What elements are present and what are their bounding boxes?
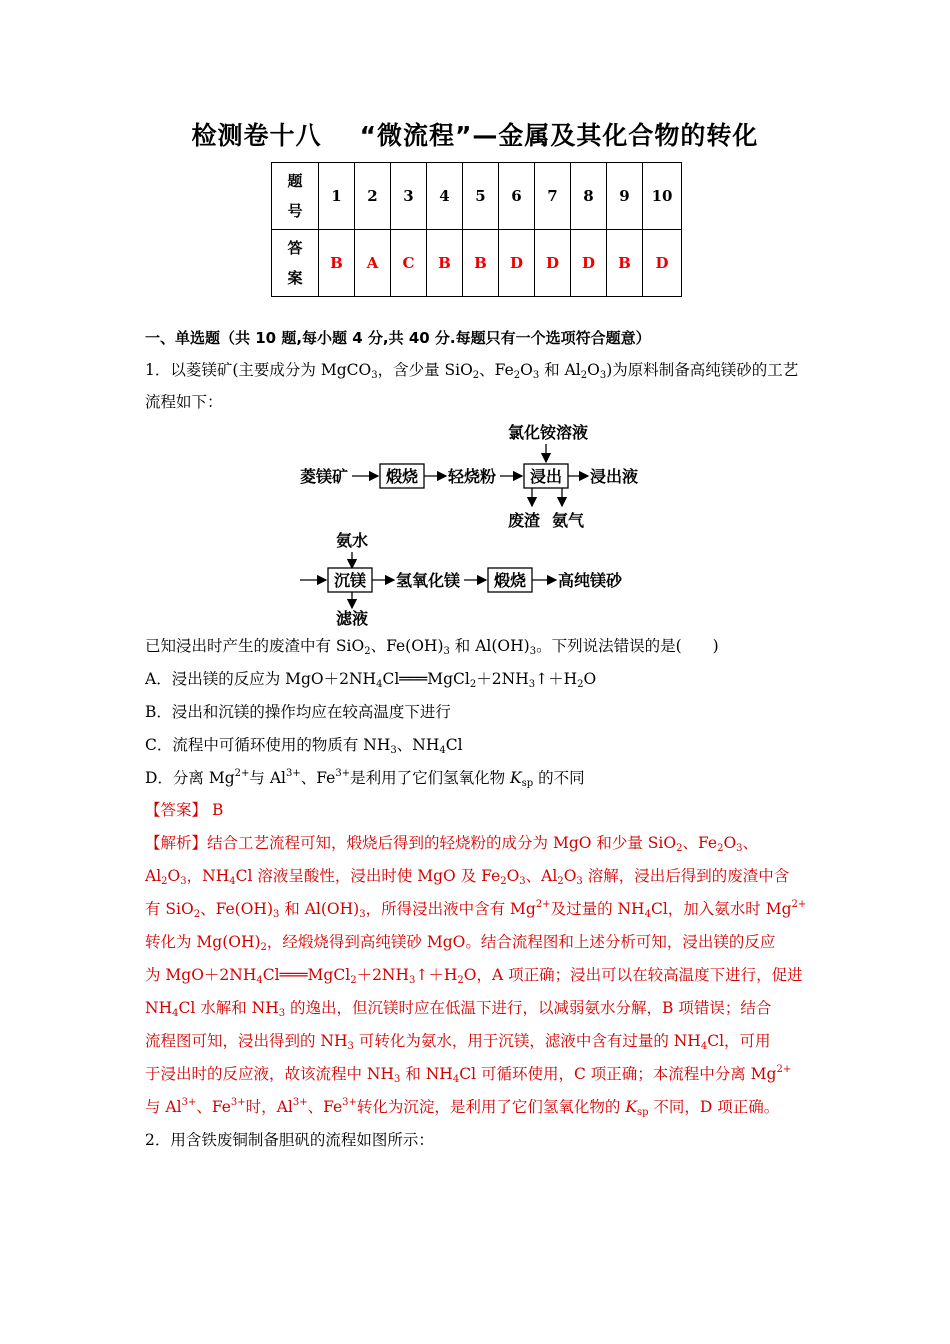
answer-cell: B [463,230,499,297]
reagent-ammonia-water: 氨水 [336,531,369,550]
analysis-line-6: $NH_4Cl$ 水解和 $NH_3$ 的逸出，但沉镁时应在低温下进行，以减弱氨水分解，B 项错误；结合 [145,999,772,1019]
analysis-line-1: 【解析】结合工艺流程可知，煅烧后得到的轻烧粉的成分为 MgO 和少量 SiO$_2$、$Fe_2O_3$、 [145,834,759,854]
analysis-line-5: 为 $MgO+2NH_4Cl═══MgCl_2+2NH_3↑+H_2O$，A 项正确；浸出可以在较高温度下进行，促进 [145,966,803,986]
raw-material-label: 菱镁矿 [300,467,349,486]
question-number: 3 [391,163,427,230]
analysis-line-8: 于浸出时的反应液，故该流程中 $NH_3$ 和 $NH_4Cl$ 可循环使用，C 项正确；本流程中分离 $Mg^{2+}$ [145,1064,792,1085]
filtrate-label: 滤液 [336,609,369,628]
question-number: 5 [463,163,499,230]
q1-stem-line1: 1．以菱镁矿(主要成分为 MgCO$_3$，含少量 SiO$_2$、$Fe_2O_3$ 和 $Al_2O_3$)为原料制备高纯镁砂的工艺 [145,361,799,381]
q1-stem-line2: 流程如下： [145,393,223,411]
question-number-header: 题 号 [272,163,319,230]
q2-stem: 2．用含铁废铜制备胆矾的流程如图所示： [145,1131,434,1149]
process-flow-diagram [300,418,660,628]
leachate-label: 浸出液 [590,467,639,486]
reagent-ammonium-chloride: 氯化铵溶液 [508,423,589,442]
option-a: A．浸出镁的反应为 $MgO+2NH_4Cl═══MgCl_2+2NH_3↑+H_2O$ [145,670,597,690]
answer-cell: D [499,230,535,297]
waste-residue-label: 废渣 [508,511,541,530]
analysis-line-7: 流程图可知，浸出得到的 $NH_3$ 可转化为氨水，用于沉镁，滤液中含有过量的 $NH_4Cl$，可用 [145,1032,771,1052]
calcine-label-1: 煅烧 [386,467,419,486]
option-b: B．浸出和沉镁的操作均应在较高温度下进行 [145,703,451,721]
answer-cell: B [607,230,643,297]
question-number: 8 [571,163,607,230]
answer-cell: D [535,230,571,297]
section-heading: 一、单选题（共 10 题,每小题 4 分,共 40 分.每题只有一个选项符合题意） [145,329,651,347]
question-number: 4 [427,163,463,230]
question-number: 1 [319,163,355,230]
precipitate-label: 沉镁 [334,571,367,590]
answer-header: 答 案 [272,230,319,297]
answer-cell: B [427,230,463,297]
q1-known-condition: 已知浸出时产生的废渣中有 SiO$_2$、$Fe(OH)_3$ 和 $Al(OH)_3$。下列说法错误的是( ) [145,637,719,657]
leach-label: 浸出 [530,467,563,486]
calcine-label-2: 煅烧 [494,571,527,590]
answer-cell: D [571,230,607,297]
ammonia-gas-label: 氨气 [552,511,585,530]
question-number: 7 [535,163,571,230]
analysis-line-2: $Al_2O_3$，$NH_4Cl$ 溶液呈酸性，浸出时使 MgO 及 $Fe_2O_3$、$Al_2O_3$ 溶解，浸出后得到的废渣中含 [145,867,790,887]
q1-answer: 【答案】 B [145,801,224,819]
option-d: D．分离 $Mg^{2+}$与 $Al^{3+}$、$Fe^{3+}$是利用了它们氢氧化物 $K_{sp}$ 的不同 [145,768,585,789]
answer-cell: D [643,230,682,297]
analysis-line-9: 与 $Al^{3+}$、$Fe^{3+}$时，$Al^{3+}$、$Fe^{3+}$转化为沉淀，是利用了它们氢氧化物的 $K_{sp}$ 不同，D 项正确。 [145,1097,780,1118]
answer-cell: C [391,230,427,297]
answer-cell: A [355,230,391,297]
question-number: 6 [499,163,535,230]
option-c: C．流程中可循环使用的物质有 $NH_3$、$NH_4Cl$ [145,736,463,756]
question-number: 9 [607,163,643,230]
analysis-line-4: 转化为 $Mg(OH)_2$，经煅烧得到高纯镁砂 MgO。结合流程图和上述分析可知，浸出镁的反应 [145,933,776,953]
analysis-line-3: 有 SiO$_2$、$Fe(OH)_3$ 和 $Al(OH)_3$，所得浸出液中含有 $Mg^{2+}$及过量的 $NH_4Cl$，加入氨水时 $Mg^{2+}$ [145,899,807,920]
light-burned-powder-label: 轻烧粉 [448,467,497,486]
page-title: 检测卷十八 “微流程”—金属及其化合物的转化 [191,121,759,150]
question-number: 10 [643,163,682,230]
question-number: 2 [355,163,391,230]
answer-table [271,162,682,297]
answer-cell: B [319,230,355,297]
magnesium-hydroxide-label: 氢氧化镁 [396,571,461,590]
high-purity-magnesia-label: 高纯镁砂 [558,571,623,590]
